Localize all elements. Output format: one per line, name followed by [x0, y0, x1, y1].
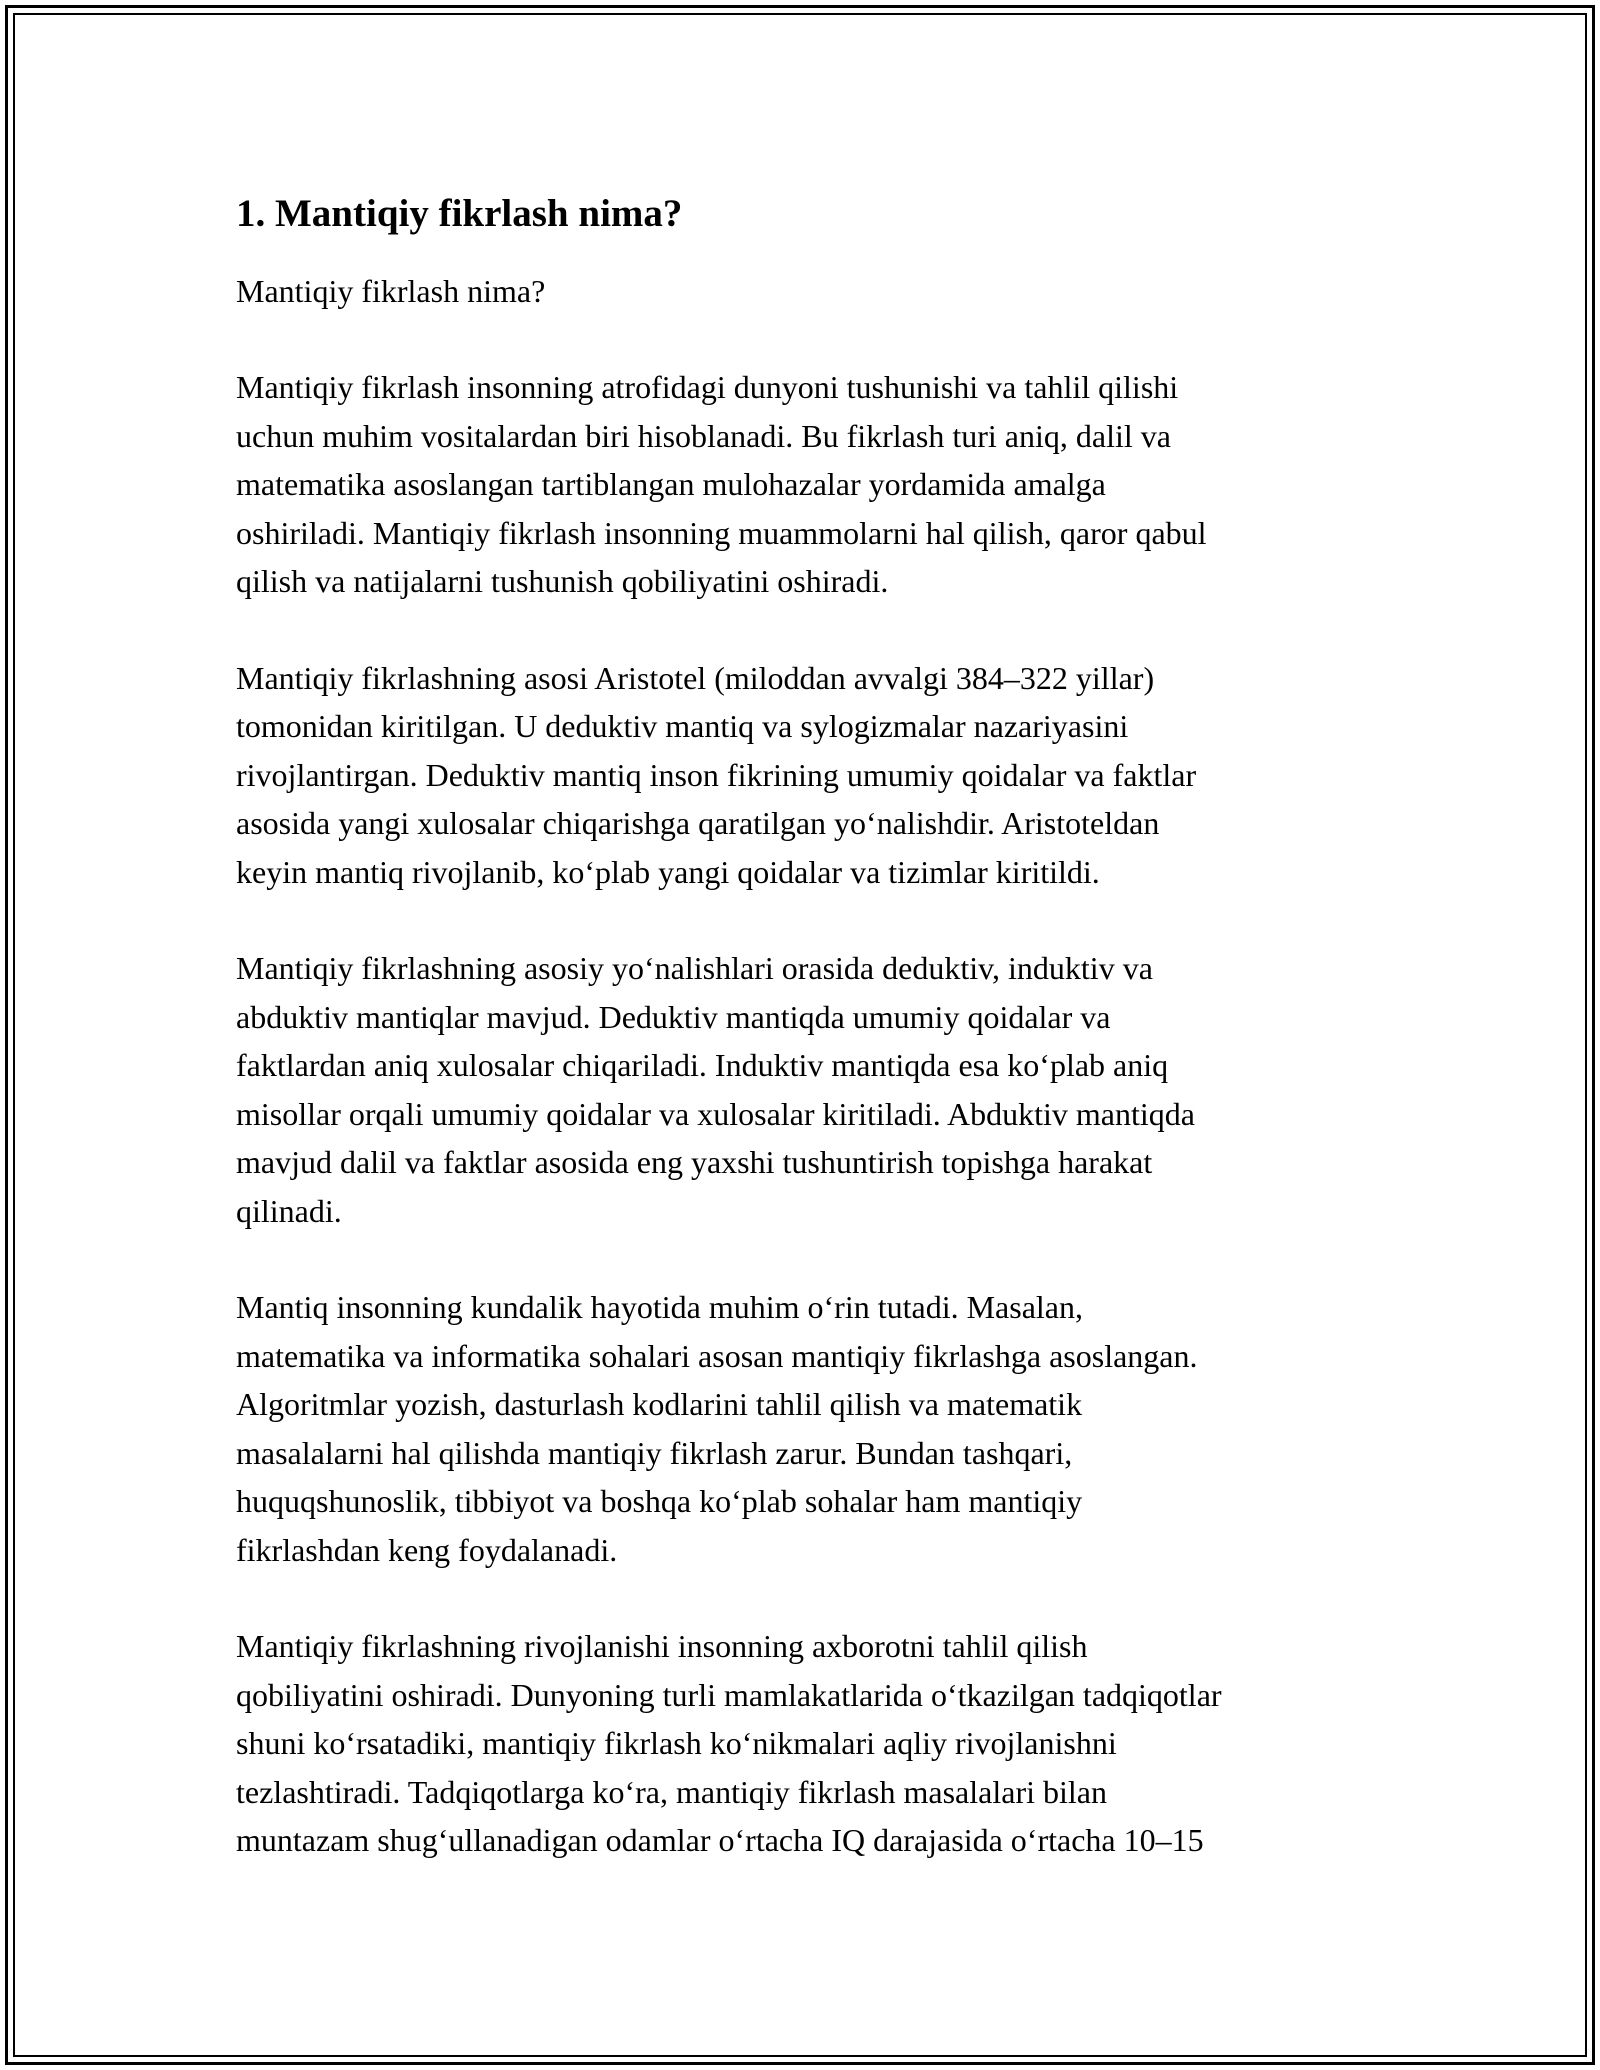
paragraph-1: Mantiqiy fikrlash insonning atrofidagi dunyoni tushunishi va tahlil qilishi uchun muhim vositalardan biri hisoblanadi. Bu fikrlash turi aniq, dalil va matematika asoslangan tartiblangan mulohazalar yordamida amalga oshiriladi. Mantiqiy fikrlash insonning muammolarni hal qilish, qaror qabul qilish va natijalarni tushunish qobiliyatini oshiradi.: [236, 369, 1207, 599]
document-body: [236, 186, 1376, 1865]
section-heading: 1. Mantiqiy fikrlash nima?: [236, 192, 683, 235]
paragraph-4: Mantiq insonning kundalik hayotida muhim o‘rin tutadi. Masalan, matematika va informatika sohalari asosan mantiqiy fikrlashga asoslangan. Algoritmlar yozish, dasturlash kodlarini tahlil qilish va matematik masalalarni hal qilishda mantiqiy fikrlash zarur. Bundan tashqari, huquqshunoslik, tibbiyot va boshqa ko‘plab sohalar ham mantiqiy fikrlashdan keng foydalanadi.: [236, 1289, 1198, 1568]
section-subtitle: Mantiqiy fikrlash nima?: [236, 273, 546, 309]
paragraph-3: Mantiqiy fikrlashning asosiy yo‘nalishlari orasida deduktiv, induktiv va abduktiv mantiqlar mavjud. Deduktiv mantiqda umumiy qoidalar va faktlardan aniq xulosalar chiqariladi. Induktiv mantiqda esa ko‘plab aniq misollar orqali umumiy qoidalar va xulosalar kiritiladi. Abduktiv mantiqda mavjud dalil va faktlar asosida eng yaxshi tushuntirish topishga harakat qilinadi.: [236, 950, 1195, 1229]
paragraph-2: Mantiqiy fikrlashning asosi Aristotel (miloddan avvalgi 384–322 yillar) tomonidan kiritilgan. U deduktiv mantiq va sylogizmalar nazariyasini rivojlantirgan. Deduktiv mantiq inson fikrining umumiy qoidalar va faktlar asosida yangi xulosalar chiqarishga qaratilgan yo‘nalishdir. Aristoteldan keyin mantiq rivojlanib, ko‘plab yangi qoidalar va tizimlar kiritildi.: [236, 659, 1197, 890]
paragraph-5: Mantiqiy fikrlashning rivojlanishi insonning axborotni tahlil qilish qobiliyatini oshiradi. Dunyoning turli mamlakatlarida o‘tkazilgan tadqiqotlar shuni ko‘rsatadiki, mantiqiy fikrlash ko‘nikmalari aqliy rivojlanishni tezlashtiradi. Tadqiqotlarga ko‘ra, mantiqiy fikrlash masalalari bilan muntazam shug‘ullanadigan odamlar o‘rtacha IQ darajasida o‘rtacha 10–15: [236, 1628, 1222, 1858]
